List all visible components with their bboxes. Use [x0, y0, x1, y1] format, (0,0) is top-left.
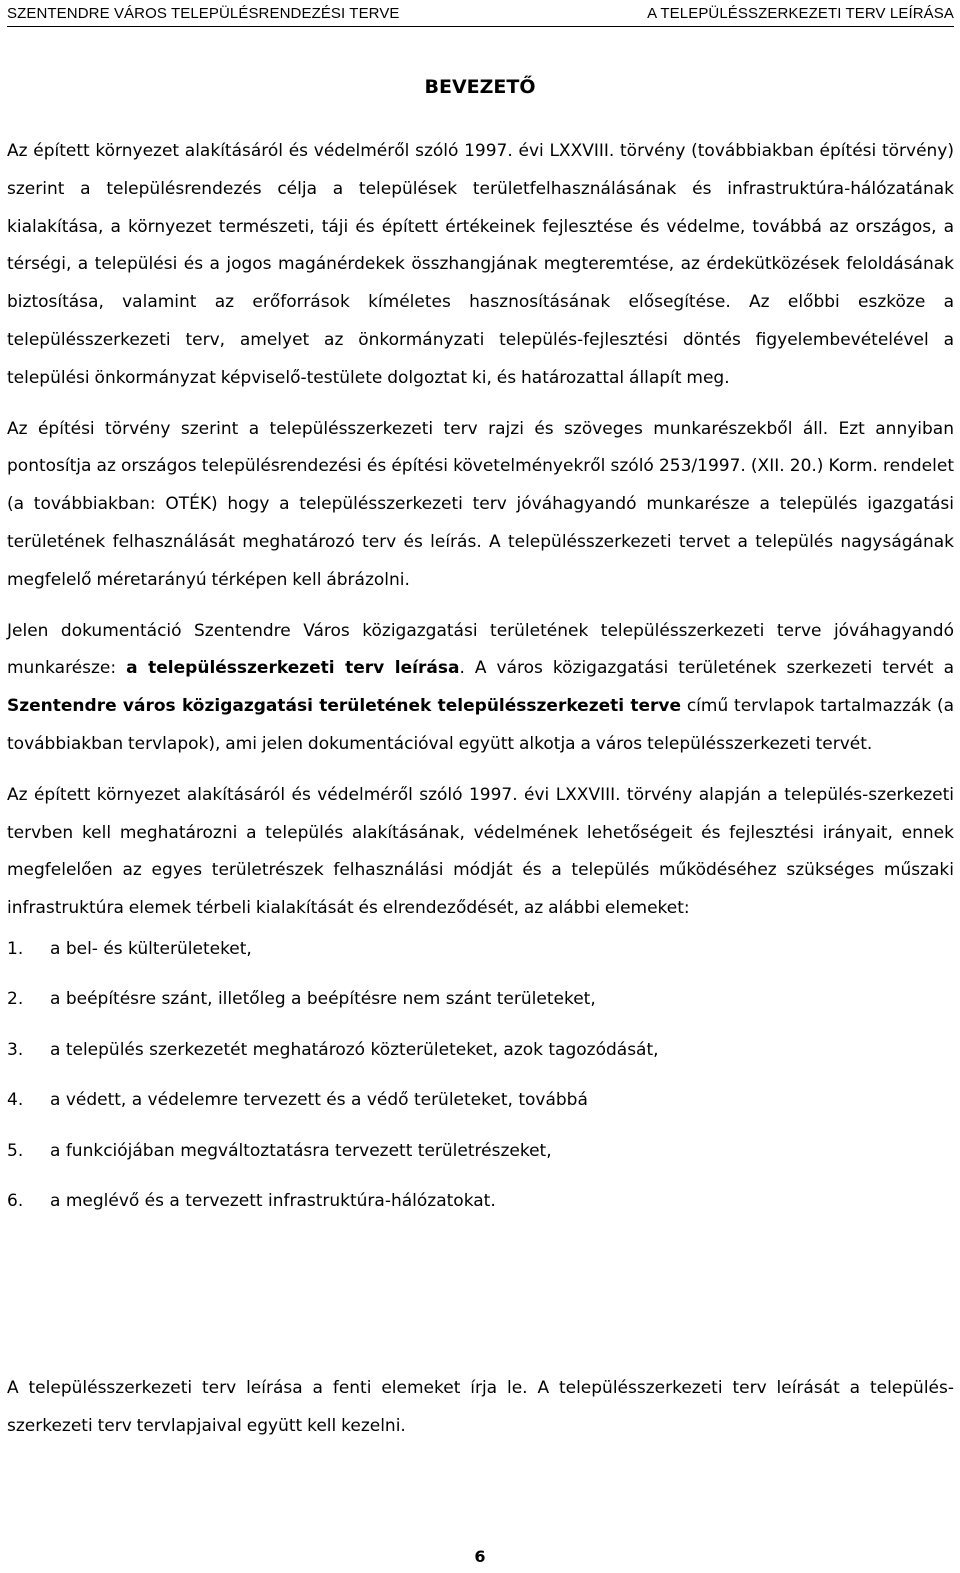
list-item-text: a védett, a védelemre tervezett és a védő területeket, továbbá	[50, 1090, 588, 1111]
list-item	[7, 1133, 954, 1183]
paragraph-text: Jelen dokumentáció Szentendre Város közigazgatási területének településszerkezeti terve jóváhagyandó munkarésze:	[7, 620, 954, 679]
paragraph-document-scope	[7, 613, 954, 764]
list-item-text: a beépítésre szánt, illetőleg a beépítésre nem szánt területeket,	[50, 989, 596, 1010]
list-item	[7, 1082, 954, 1132]
paragraph-closing: A településszerkezeti terv leírása a fenti elemeket írja le. A településszerkezeti terv leírását a település-szerkezeti terv tervlapjaival együtt kell kezelni.	[7, 1378, 954, 1436]
list-item-number: 3.	[7, 1039, 24, 1060]
list-item-text: a funkciójában megváltoztatásra tervezett területrészeket,	[50, 1140, 552, 1161]
list-item	[7, 1183, 954, 1233]
list-item-number: 1.	[7, 938, 24, 959]
paragraph-elements-intro: Az épített környezet alakításáról és védelméről szóló 1997. évi LXXVIII. törvény alapján a település-szerkezeti tervben kell meghatározni a település alakításának, védelmének lehetőségeit és fejlesztési irányait, ennek megfelelően az egyes területrészek felhasználási módját és a település működéséhez szükséges műszaki infrastruktúra elemek térbeli kialakítását és elrendeződését, az alábbi elemeket:	[7, 784, 954, 919]
list-item-number: 6.	[7, 1190, 24, 1211]
paragraph-intro: Az épített környezet alakításáról és védelméről szóló 1997. évi LXXVIII. törvény (továbbiakban építési törvény) szerint a településrendezés célja a települések területfelhasználásának és infrastruktúra-hálózatának kialakítása, a környezet természeti, táji és épített értékeinek fejlesztése és védelme, továbbá az országos, a térségi, a települési és a jogos magánérdekek összhangjának megteremtése, az érdekütközések feloldásának biztosítása, valamint az erőforrások kíméletes hasznosításának elősegítése. Az előbbi eszköze a településszerkezeti terv, amelyet az önkormányzati település-fejlesztési döntés figyelembevételével a települési önkormányzat képviselő-testülete dolgoztat ki, és határozattal állapít meg.	[7, 141, 954, 388]
paragraph-legal-basis: Az építési törvény szerint a településszerkezeti terv rajzi és szöveges munkarészekből áll. Ezt annyiban pontosítja az országos településrendezési és építési követelményekről szóló 253/1997. (XII. 20.) Korm. rendelet (a továbbiakban: OTÉK) hogy a településszerkezeti terv jóváhagyandó munkarésze a település igazgatási területének felhasználását meghatározó terv és leírás. A településszerkezeti tervet a település nagyságának megfelelő méretarányú térképen kell ábrázolni.	[7, 418, 954, 590]
list-item-number: 5.	[7, 1140, 24, 1161]
list-item-text: a meglévő és a tervezett infrastruktúra-hálózatokat.	[50, 1190, 496, 1211]
header-section-title: A TELEPÜLÉSSZERKEZETI TERV LEÍRÁSA	[647, 5, 954, 22]
list-item	[7, 981, 954, 1031]
bold-document-name: a településszerkezeti terv leírása	[126, 658, 460, 679]
list-item-number: 4.	[7, 1090, 24, 1111]
paragraph-text: . A város közigazgatási területének szerkezeti tervét a	[459, 658, 954, 679]
list-item-text: a bel- és külterületeket,	[50, 938, 252, 959]
bold-plan-title: Szentendre város közigazgatási területének településszerkezeti terve	[7, 696, 682, 717]
page-number: 6	[474, 1547, 486, 1566]
header-document-title: SZENTENDRE VÁROS TELEPÜLÉSRENDEZÉSI TERVE	[7, 5, 400, 22]
body-text	[7, 133, 954, 1233]
list-item-text: a település szerkezetét meghatározó közterületeket, azok tagozódását,	[50, 1039, 659, 1060]
list-item	[7, 1032, 954, 1082]
paragraph-text: című tervlapok tartalmazzák (a továbbiakban tervlapok), ami jelen dokumentációval együtt alkotja a város településszerkezeti tervét.	[7, 696, 954, 754]
list-item	[7, 931, 954, 981]
elements-list	[7, 931, 954, 1233]
list-item-number: 2.	[7, 989, 24, 1010]
section-heading: BEVEZETŐ	[424, 76, 536, 98]
running-header	[7, 4, 954, 27]
